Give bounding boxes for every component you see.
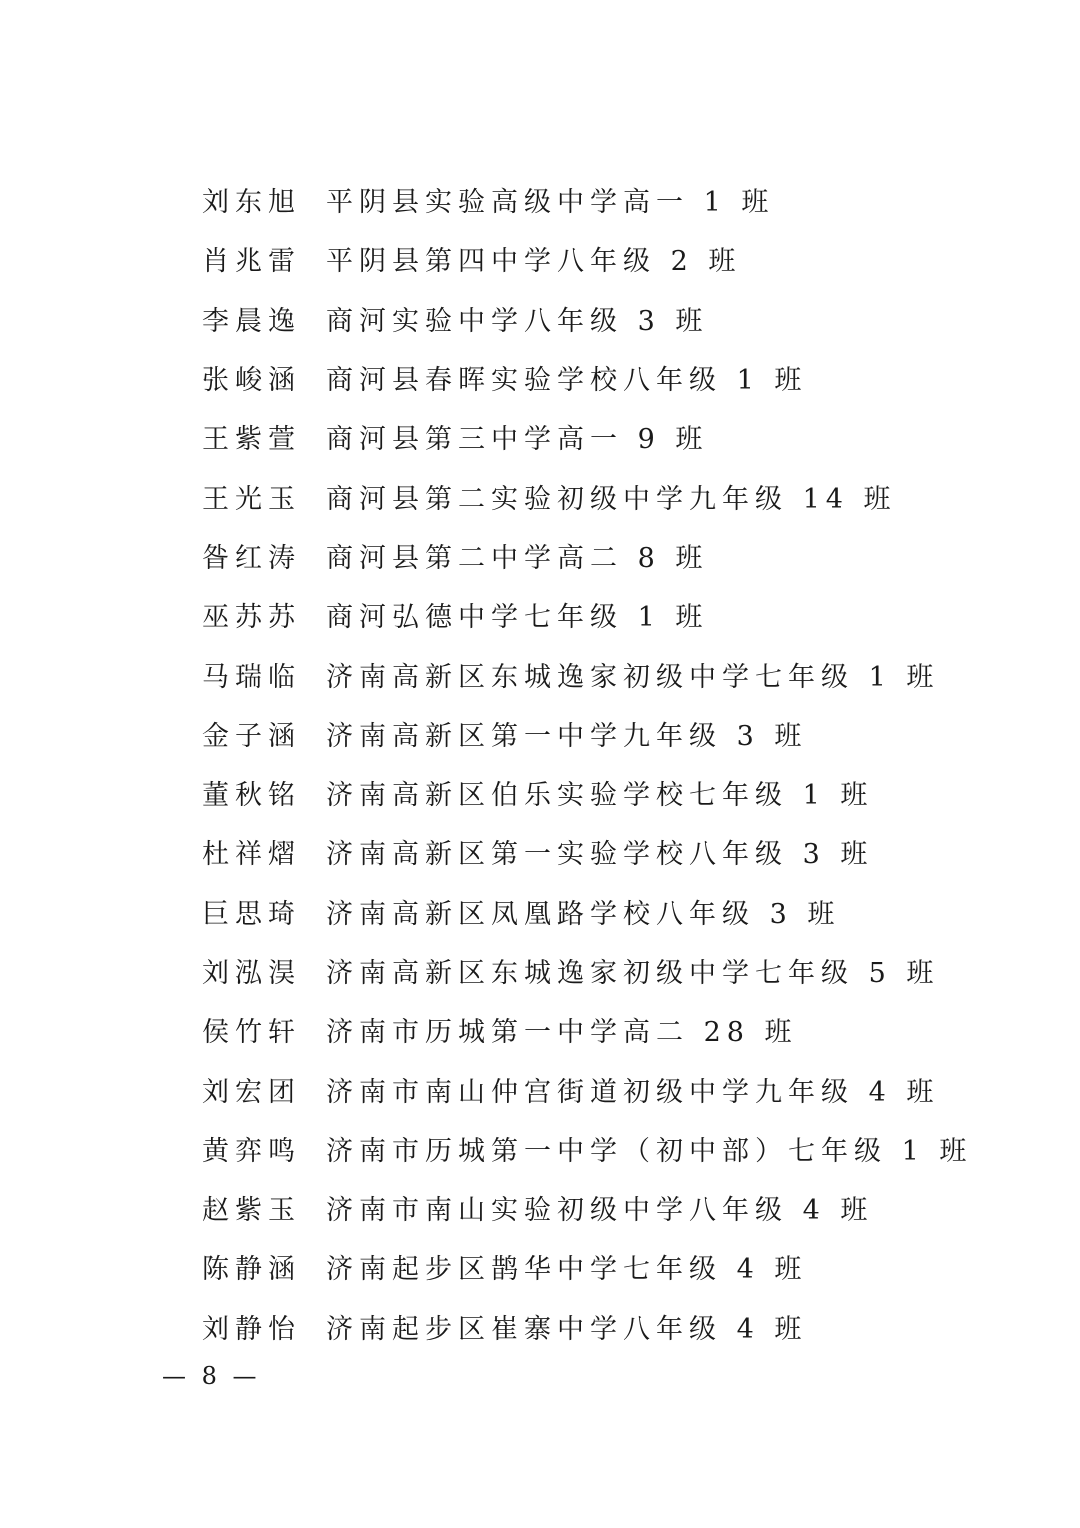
- list-item: [202, 348, 1022, 407]
- student-name: 王光玉: [202, 483, 301, 515]
- school-class: 商河县春晖实验学校八年级 1 班: [326, 365, 808, 397]
- school-class: 商河县第二中学高二 8 班: [326, 542, 709, 574]
- school-class: 济南市南山实验初级中学八年级 4 班: [326, 1195, 874, 1227]
- student-name: 巫苏苏: [202, 602, 301, 634]
- school-class: 商河实验中学八年级 3 班: [326, 305, 709, 337]
- student-name: 刘泓淏: [202, 958, 301, 989]
- school-class: 济南高新区第一实验学校八年级 3 班: [326, 839, 874, 871]
- list-item: [202, 466, 1022, 525]
- page-number: — 8 —: [162, 1362, 261, 1390]
- list-item: [202, 882, 1022, 941]
- list-item: [202, 585, 1022, 644]
- school-class: 商河弘德中学七年级 1 班: [326, 602, 709, 634]
- list-item: [202, 822, 1022, 881]
- list-item: [202, 763, 1022, 822]
- student-name: 金子涵: [202, 720, 301, 752]
- student-name: 黄弈鸣: [202, 1135, 301, 1167]
- school-class: 济南高新区凤凰路学校八年级 3 班: [326, 898, 841, 930]
- student-name: 刘静怡: [202, 1313, 301, 1345]
- student-name: 刘东旭: [202, 187, 301, 219]
- list-item: [202, 941, 1022, 1000]
- list-item: [202, 1119, 1022, 1178]
- student-name: 马瑞临: [202, 661, 301, 693]
- school-class: 平阴县实验高级中学高一 1 班: [326, 187, 775, 219]
- student-name: 杜祥熠: [202, 839, 301, 871]
- school-class: 平阴县第四中学八年级 2 班: [326, 246, 742, 278]
- list-item: [202, 704, 1022, 763]
- student-name: 董秋铭: [202, 780, 301, 812]
- school-class: 济南市历城第一中学（初中部）七年级 1 班: [326, 1135, 973, 1167]
- school-class: 商河县第三中学高一 9 班: [326, 424, 709, 456]
- list-item: [202, 644, 1022, 703]
- student-name: 刘宏团: [202, 1076, 301, 1108]
- school-class: 济南起步区鹊华中学七年级 4 班: [326, 1254, 808, 1286]
- list-item: [202, 407, 1022, 466]
- school-class: 济南高新区第一中学九年级 3 班: [326, 720, 808, 752]
- list-item: [202, 1237, 1022, 1296]
- list-item: [202, 170, 1022, 229]
- school-class: 济南高新区东城逸家初级中学七年级 5 班: [326, 958, 940, 989]
- school-class: 商河县第二实验初级中学九年级 14 班: [326, 483, 897, 515]
- student-name: 王紫萱: [202, 424, 301, 456]
- school-class: 济南市历城第一中学高二 28 班: [326, 1017, 798, 1049]
- list-item: [202, 1000, 1022, 1059]
- school-class: 济南起步区崔寨中学八年级 4 班: [326, 1313, 808, 1345]
- award-list: [202, 170, 1022, 1356]
- list-item: [202, 526, 1022, 585]
- school-class: 济南市南山仲宫街道初级中学九年级 4 班: [326, 1076, 940, 1108]
- student-name: 肖兆雷: [202, 246, 301, 278]
- student-name: 李晨逸: [202, 305, 301, 337]
- list-item: [202, 1297, 1022, 1356]
- list-item: [202, 229, 1022, 288]
- list-item: [202, 289, 1022, 348]
- student-name: 昝红涛: [202, 542, 301, 574]
- student-name: 巨思琦: [202, 898, 301, 930]
- student-name: 侯竹轩: [202, 1017, 301, 1049]
- school-class: 济南高新区伯乐实验学校七年级 1 班: [326, 780, 874, 812]
- student-name: 张峻涵: [202, 365, 301, 397]
- list-item: [202, 1178, 1022, 1237]
- school-class: 济南高新区东城逸家初级中学七年级 1 班: [326, 661, 940, 693]
- student-name: 陈静涵: [202, 1254, 301, 1286]
- student-name: 赵紫玉: [202, 1195, 301, 1227]
- list-item: [202, 1059, 1022, 1118]
